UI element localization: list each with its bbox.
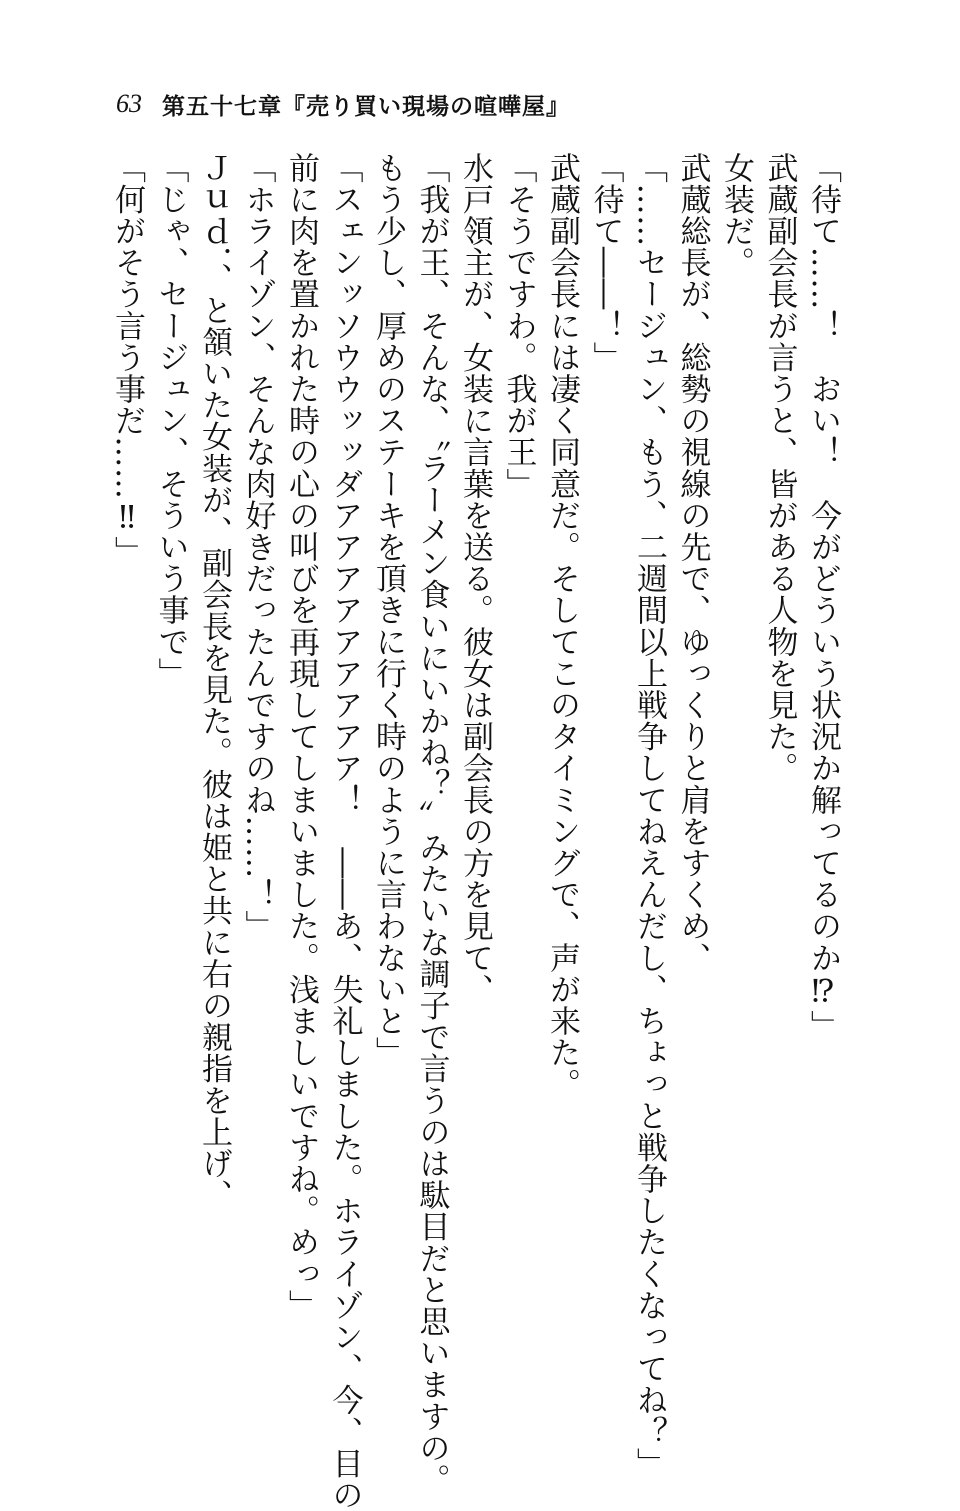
text-line: 「何がそう言う事だ……‼」 [109,152,145,568]
text-line: 「……セージュン、もう、二週間以上戦争してねえんだし、ちょっと戦争したくなってね？」 [631,152,667,1480]
text-line: 「スェンッソウウッッダアアアアアアアアア！ ――あ、失礼しました。ホライゾン、今、目の [326,152,363,1511]
text-line: もう少し、厚めのステーキを頂きに行く時のように言わないと」 [370,152,406,1069]
text-line: 前に肉を置かれた時の心の叫びを再現してしまいました。浅ましいですね。めっ」 [283,152,319,1322]
text-line: 「待て――！」 [587,152,624,374]
body-text [105,152,845,1511]
text-line: 「じゃ、セージュン、そういう事で」 [152,152,189,690]
text-line: 女装だ。 [718,152,754,279]
text-line: 「待て……！ おい！ 今がどういう状況か解ってるのか⁉」 [805,152,841,1042]
text-line: 水戸領主が、女装に言葉を送る。彼女は副会長の方を見て、 [457,152,493,1006]
text-line: 「我が王、そんな、〝ラーメン食いにいかね？〟みたいな調子で言うのは駄目だと思いますの。 [413,152,450,1496]
text-line: 「そうですわ。我が王」 [500,152,537,500]
page-header [116,84,876,124]
chapter-title: 第五十七章『売り買い現場の喧嘩屋』 [162,92,570,120]
text-line: 武蔵総長が、総勢の視線の先で、ゆっくりと肩をすくめ、 [674,152,711,974]
text-line: 「ホライゾン、そんな肉好きだったんですのね……！」 [239,152,276,942]
text-line: 武蔵副会長が言うと、皆がある人物を見た。 [761,152,798,784]
text-line: Ｊｕｄ．、と頷いた女装が、副会長を見た。彼は姫と共に右の親指を上げ、 [196,152,232,1211]
page-number: 63 [116,89,142,118]
text-line: 武蔵副会長には凄く同意だ。そしてこのタイミングで、声が来た。 [544,152,580,1100]
